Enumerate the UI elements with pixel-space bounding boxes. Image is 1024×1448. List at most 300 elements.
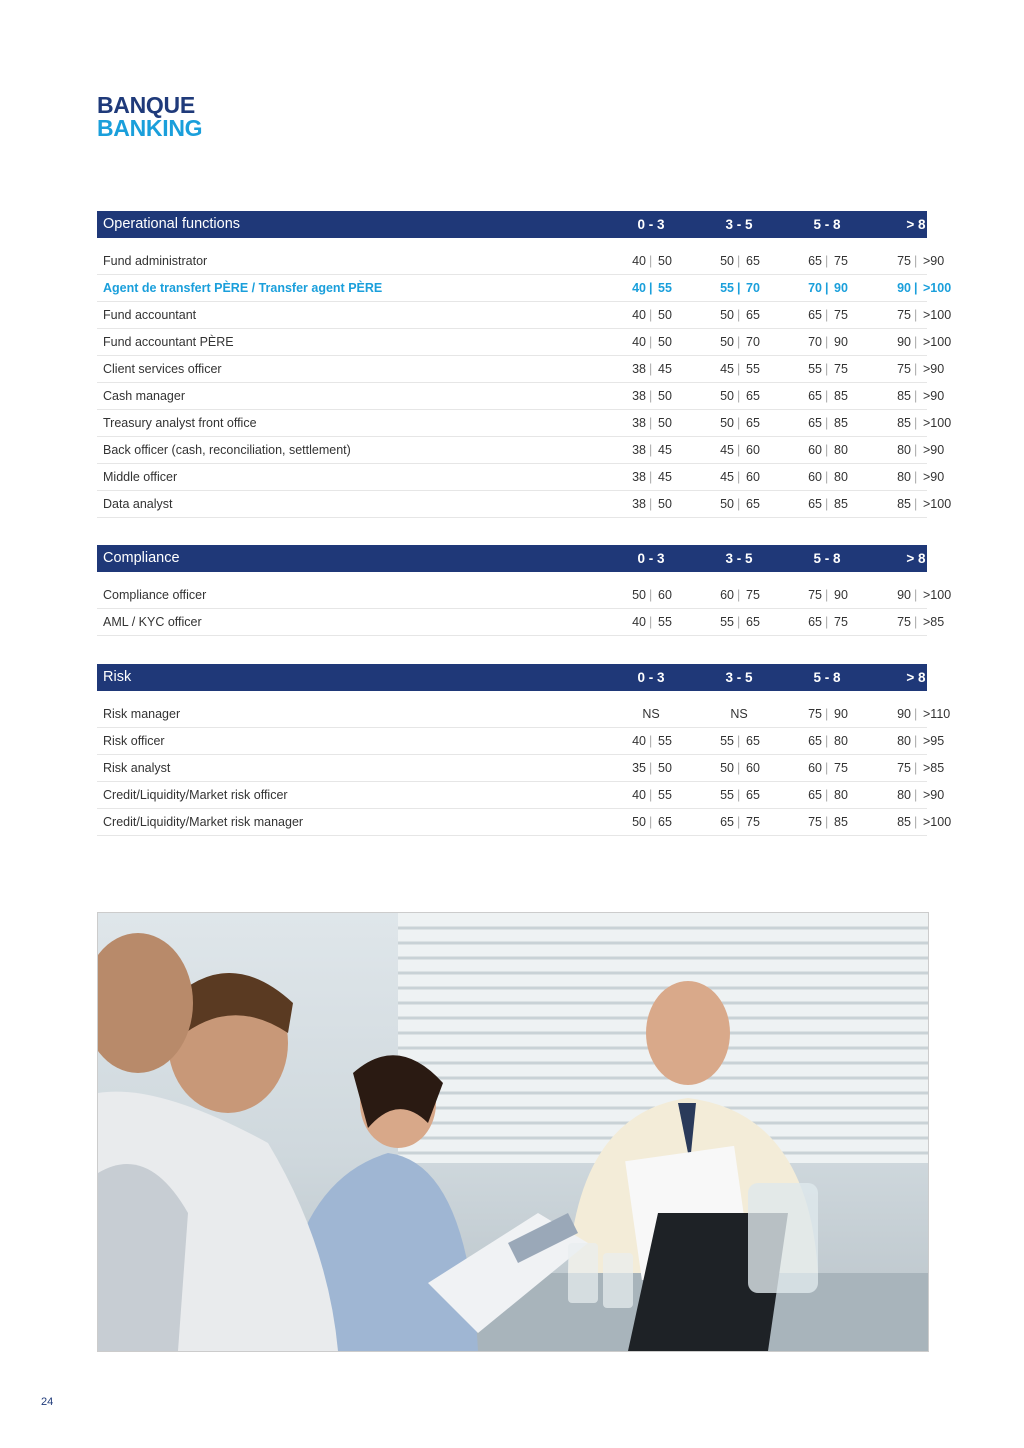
separator: | — [914, 443, 918, 457]
salary-range-cell — [797, 248, 857, 274]
salary-min: 85 — [897, 416, 911, 430]
separator: | — [737, 254, 741, 268]
salary-max: 70 — [746, 281, 760, 295]
separator: | — [649, 362, 653, 376]
job-title: Client services officer — [103, 362, 222, 376]
salary-max: 45 — [658, 443, 672, 457]
salary-min: 85 — [897, 497, 911, 511]
salary-range-cell — [709, 491, 769, 517]
salary-min: 50 — [720, 497, 734, 511]
salary-range-cell — [621, 437, 681, 463]
salary-min: 40 — [632, 335, 646, 349]
salary-range-cell — [797, 701, 857, 727]
separator: | — [737, 389, 741, 403]
job-title: Treasury analyst front office — [103, 416, 257, 430]
job-title: Middle officer — [103, 470, 178, 484]
salary-max: >95 — [923, 734, 945, 748]
salary-range-cell — [709, 248, 769, 274]
salary-max: 85 — [834, 497, 848, 511]
salary-range-cell — [886, 464, 946, 490]
salary-max: 85 — [834, 416, 848, 430]
salary-range-cell — [621, 755, 681, 781]
salary-max: 75 — [746, 815, 760, 829]
salary-range-cell — [621, 809, 681, 835]
column-header-experience: 3 - 5 — [725, 670, 753, 685]
salary-min: 45 — [720, 443, 734, 457]
separator: | — [649, 788, 653, 802]
salary-min: 40 — [632, 615, 646, 629]
salary-range-cell — [886, 701, 951, 727]
salary-range-cell — [797, 609, 857, 635]
table-rows — [97, 701, 952, 836]
salary-max: >100 — [923, 335, 952, 349]
separator: | — [825, 416, 829, 430]
separator: | — [649, 281, 653, 295]
salary-max: >90 — [923, 362, 945, 376]
separator: | — [649, 308, 653, 322]
salary-min: 90 — [897, 588, 911, 602]
salary-max: 65 — [658, 815, 672, 829]
salary-range-cell — [797, 437, 857, 463]
salary-max: 50 — [658, 308, 672, 322]
separator: | — [914, 308, 918, 322]
salary-range-cell — [709, 701, 769, 727]
job-title: Credit/Liquidity/Market risk officer — [103, 788, 288, 802]
salary-max: 65 — [746, 254, 760, 268]
salary-range-cell — [797, 755, 857, 781]
salary-range-cell — [709, 383, 769, 409]
salary-range-cell — [886, 383, 946, 409]
salary-range-cell — [797, 302, 857, 328]
salary-min: 90 — [897, 281, 911, 295]
salary-range-cell — [797, 728, 857, 754]
table-row — [97, 248, 945, 275]
table-row — [97, 582, 952, 609]
section-compliance — [97, 545, 952, 636]
table-row — [97, 275, 952, 302]
salary-min: 65 — [808, 615, 822, 629]
separator: | — [825, 281, 829, 295]
salary-min: 60 — [808, 443, 822, 457]
separator: | — [914, 497, 918, 511]
separator: | — [914, 815, 918, 829]
salary-range-cell — [797, 275, 857, 301]
job-title: Credit/Liquidity/Market risk manager — [103, 815, 304, 829]
separator: | — [737, 761, 741, 775]
salary-range-cell — [709, 464, 769, 490]
salary-min: 65 — [808, 254, 822, 268]
separator: | — [825, 335, 829, 349]
salary-range-cell — [886, 755, 946, 781]
salary-max: 85 — [834, 815, 848, 829]
separator: | — [737, 308, 741, 322]
salary-range-cell — [886, 275, 952, 301]
separator: | — [737, 362, 741, 376]
salary-range-cell — [621, 383, 681, 409]
separator: | — [737, 734, 741, 748]
table-row — [97, 329, 952, 356]
separator: | — [914, 707, 918, 721]
salary-min: 60 — [808, 470, 822, 484]
salary-range-cell — [709, 809, 769, 835]
separator: | — [825, 588, 829, 602]
salary-min: 38 — [632, 416, 646, 430]
salary-range-cell — [886, 491, 952, 517]
salary-min: 80 — [897, 470, 911, 484]
salary-range-cell — [621, 782, 681, 808]
salary-max: 65 — [746, 308, 760, 322]
column-header-experience: 0 - 3 — [637, 217, 665, 232]
salary-min: 65 — [808, 497, 822, 511]
table-row — [97, 491, 952, 518]
salary-range-cell — [797, 464, 857, 490]
separator: | — [737, 443, 741, 457]
salary-min: 38 — [632, 389, 646, 403]
table-rows — [97, 582, 952, 636]
salary-range-cell — [709, 609, 769, 635]
salary-max: >90 — [923, 443, 945, 457]
salary-min: 50 — [720, 335, 734, 349]
salary-range-cell — [709, 782, 769, 808]
salary-max: 65 — [746, 734, 760, 748]
salary-max: 75 — [746, 588, 760, 602]
salary-max: 60 — [746, 443, 760, 457]
separator: | — [825, 308, 829, 322]
salary-max: 80 — [834, 788, 848, 802]
salary-max: >85 — [923, 761, 945, 775]
salary-min: 38 — [632, 362, 646, 376]
separator: | — [737, 416, 741, 430]
salary-min: 40 — [632, 788, 646, 802]
salary-range-cell — [797, 491, 857, 517]
salary-max: 55 — [658, 281, 672, 295]
salary-min: 75 — [808, 815, 822, 829]
salary-max: 55 — [658, 788, 672, 802]
section-label: Operational functions — [103, 216, 241, 232]
salary-range-cell — [621, 248, 681, 274]
job-title: Fund administrator — [103, 254, 208, 268]
section-label: Risk — [103, 669, 132, 685]
salary-min: 65 — [808, 788, 822, 802]
page-number: 24 — [41, 1396, 54, 1408]
salary-min: 50 — [720, 761, 734, 775]
separator: | — [914, 470, 918, 484]
salary-min: 75 — [897, 254, 911, 268]
salary-min: 75 — [897, 615, 911, 629]
salary-min: 38 — [632, 470, 646, 484]
section-header — [97, 545, 927, 572]
salary-min: 60 — [720, 588, 734, 602]
table-row — [97, 728, 945, 755]
salary-max: 75 — [834, 615, 848, 629]
salary-max: >100 — [923, 308, 952, 322]
salary-min: 65 — [808, 734, 822, 748]
salary-max: 90 — [834, 281, 848, 295]
salary-max: 75 — [834, 308, 848, 322]
salary-max: 65 — [746, 389, 760, 403]
salary-max: 75 — [834, 362, 848, 376]
salary-max: 65 — [746, 788, 760, 802]
salary-range-cell — [886, 728, 946, 754]
job-title: Risk analyst — [103, 761, 171, 775]
salary-min: 55 — [720, 281, 734, 295]
section-header — [97, 211, 927, 238]
salary-min: 65 — [808, 416, 822, 430]
job-title: Fund accountant — [103, 308, 197, 322]
separator: | — [914, 788, 918, 802]
salary-min: 38 — [632, 497, 646, 511]
salary-max: 60 — [658, 588, 672, 602]
salary-max: 50 — [658, 254, 672, 268]
salary-min: 80 — [897, 788, 911, 802]
salary-min: 75 — [897, 362, 911, 376]
page-title — [97, 94, 202, 140]
salary-max: >90 — [923, 470, 945, 484]
salary-min: 80 — [897, 734, 911, 748]
salary-min: 50 — [632, 588, 646, 602]
salary-max: >85 — [923, 615, 945, 629]
separator: | — [914, 254, 918, 268]
salary-min: 50 — [720, 416, 734, 430]
separator: | — [649, 335, 653, 349]
table-rows — [97, 248, 952, 518]
separator: | — [914, 335, 918, 349]
salary-max: 90 — [834, 707, 848, 721]
salary-range-cell — [621, 701, 681, 727]
salary-min: 60 — [808, 761, 822, 775]
salary-min: 75 — [897, 308, 911, 322]
salary-max: >100 — [923, 588, 952, 602]
salary-range-cell — [886, 248, 946, 274]
salary-max: >100 — [923, 815, 952, 829]
separator: | — [825, 707, 829, 721]
separator: | — [737, 281, 741, 295]
table-row — [97, 302, 952, 329]
separator: | — [649, 443, 653, 457]
salary-range-cell — [797, 782, 857, 808]
separator: | — [914, 362, 918, 376]
salary-range-cell — [621, 410, 681, 436]
salary-max: 50 — [658, 416, 672, 430]
salary-range-cell — [709, 582, 769, 608]
salary-max: 45 — [658, 470, 672, 484]
salary-range-cell — [797, 809, 857, 835]
salary-range-cell — [797, 383, 857, 409]
salary-min: 55 — [720, 734, 734, 748]
salary-min: 90 — [897, 335, 911, 349]
table-row — [97, 464, 945, 491]
separator: | — [737, 588, 741, 602]
separator: | — [737, 815, 741, 829]
column-header-experience: > 8 — [906, 217, 926, 232]
salary-min: 85 — [897, 389, 911, 403]
salary-range-cell — [621, 356, 681, 382]
separator: | — [649, 588, 653, 602]
job-title: Compliance officer — [103, 588, 207, 602]
job-title: Risk officer — [103, 734, 165, 748]
separator: | — [825, 362, 829, 376]
separator: | — [825, 470, 829, 484]
section-label: Compliance — [103, 550, 180, 566]
salary-max: 90 — [834, 588, 848, 602]
salary-max: >100 — [923, 416, 952, 430]
salary-min: 75 — [897, 761, 911, 775]
column-header-experience: 5 - 8 — [813, 551, 841, 566]
salary-range-cell — [886, 302, 952, 328]
title-french: BANQUE — [97, 92, 195, 118]
salary-min: 40 — [632, 308, 646, 322]
salary-max: >100 — [923, 281, 952, 295]
salary-min: 40 — [632, 254, 646, 268]
separator: | — [914, 281, 918, 295]
salary-min: 65 — [808, 389, 822, 403]
salary-min: 75 — [808, 707, 822, 721]
salary-max: 65 — [746, 615, 760, 629]
separator: | — [737, 497, 741, 511]
column-header-experience: > 8 — [906, 551, 926, 566]
salary-range-cell — [797, 582, 857, 608]
salary-max: 75 — [834, 254, 848, 268]
table-row — [97, 809, 952, 836]
separator: | — [737, 335, 741, 349]
salary-max: 55 — [658, 615, 672, 629]
salary-range-cell — [886, 410, 952, 436]
separator: | — [737, 788, 741, 802]
separator: | — [914, 588, 918, 602]
salary-min: 40 — [632, 734, 646, 748]
salary-range-cell — [709, 302, 769, 328]
salary-max: 60 — [746, 470, 760, 484]
salary-min: 38 — [632, 443, 646, 457]
separator: | — [825, 443, 829, 457]
job-title: Fund accountant PÈRE — [103, 335, 234, 349]
salary-not-specified: NS — [642, 707, 660, 721]
separator: | — [649, 815, 653, 829]
job-title: Back officer (cash, reconciliation, settlement) — [103, 443, 351, 457]
job-title: AML / KYC officer — [103, 615, 202, 629]
business-meeting-photo — [97, 912, 929, 1352]
salary-range-cell — [709, 728, 769, 754]
separator: | — [825, 761, 829, 775]
table-row — [97, 755, 945, 782]
salary-range-cell — [709, 410, 769, 436]
salary-range-cell — [886, 609, 946, 635]
separator: | — [825, 389, 829, 403]
salary-range-cell — [797, 410, 857, 436]
salary-max: 65 — [746, 497, 760, 511]
salary-min: 65 — [808, 308, 822, 322]
salary-range-cell — [621, 329, 681, 355]
salary-range-cell — [621, 728, 681, 754]
salary-min: 35 — [632, 761, 646, 775]
salary-max: >100 — [923, 497, 952, 511]
salary-max: >90 — [923, 389, 945, 403]
table-row — [97, 410, 952, 437]
salary-min: 90 — [897, 707, 911, 721]
separator: | — [914, 615, 918, 629]
separator: | — [914, 389, 918, 403]
section-risk — [97, 664, 952, 836]
column-header-experience: > 8 — [906, 670, 926, 685]
job-title: Risk manager — [103, 707, 181, 721]
table-row — [97, 609, 945, 636]
salary-range-cell — [886, 582, 952, 608]
separator: | — [649, 761, 653, 775]
separator: | — [737, 470, 741, 484]
salary-min: 50 — [720, 308, 734, 322]
salary-min: 55 — [720, 788, 734, 802]
salary-max: 50 — [658, 389, 672, 403]
salary-max: 80 — [834, 443, 848, 457]
separator: | — [649, 734, 653, 748]
salary-min: 70 — [808, 335, 822, 349]
salary-max: 60 — [746, 761, 760, 775]
salary-max: 90 — [834, 335, 848, 349]
job-title: Agent de transfert PÈRE / Transfer agent PÈRE — [103, 281, 383, 295]
separator: | — [649, 416, 653, 430]
salary-max: 50 — [658, 497, 672, 511]
table-row — [97, 356, 945, 383]
salary-range-cell — [621, 582, 681, 608]
salary-min: 40 — [632, 281, 646, 295]
salary-min: 50 — [720, 254, 734, 268]
salary-min: 65 — [720, 815, 734, 829]
salary-max: 50 — [658, 335, 672, 349]
salary-min: 45 — [720, 362, 734, 376]
salary-max: 50 — [658, 761, 672, 775]
salary-min: 70 — [808, 281, 822, 295]
section-operational-functions — [97, 211, 952, 518]
salary-max: 85 — [834, 389, 848, 403]
salary-range-cell — [621, 464, 681, 490]
salary-range-cell — [621, 491, 681, 517]
section-header — [97, 664, 927, 691]
salary-min: 50 — [632, 815, 646, 829]
separator: | — [825, 615, 829, 629]
salary-max: 70 — [746, 335, 760, 349]
separator: | — [649, 254, 653, 268]
salary-range-cell — [621, 302, 681, 328]
salary-min: 55 — [720, 615, 734, 629]
salary-range-cell — [797, 329, 857, 355]
job-title: Data analyst — [103, 497, 173, 511]
salary-min: 80 — [897, 443, 911, 457]
separator: | — [649, 389, 653, 403]
separator: | — [914, 761, 918, 775]
salary-max: 75 — [834, 761, 848, 775]
salary-range-cell — [709, 356, 769, 382]
salary-max: >110 — [923, 707, 951, 721]
salary-range-cell — [621, 609, 681, 635]
separator: | — [914, 734, 918, 748]
table-row — [97, 701, 951, 728]
salary-range-cell — [886, 437, 946, 463]
salary-min: 45 — [720, 470, 734, 484]
column-header-experience: 3 - 5 — [725, 551, 753, 566]
separator: | — [649, 470, 653, 484]
salary-min: 50 — [720, 389, 734, 403]
salary-max: 45 — [658, 362, 672, 376]
salary-max: 65 — [746, 416, 760, 430]
salary-not-specified: NS — [730, 707, 748, 721]
separator: | — [825, 734, 829, 748]
salary-range-cell — [709, 437, 769, 463]
salary-range-cell — [709, 329, 769, 355]
column-header-experience: 5 - 8 — [813, 670, 841, 685]
salary-max: 80 — [834, 470, 848, 484]
column-header-experience: 3 - 5 — [725, 217, 753, 232]
column-header-experience: 5 - 8 — [813, 217, 841, 232]
